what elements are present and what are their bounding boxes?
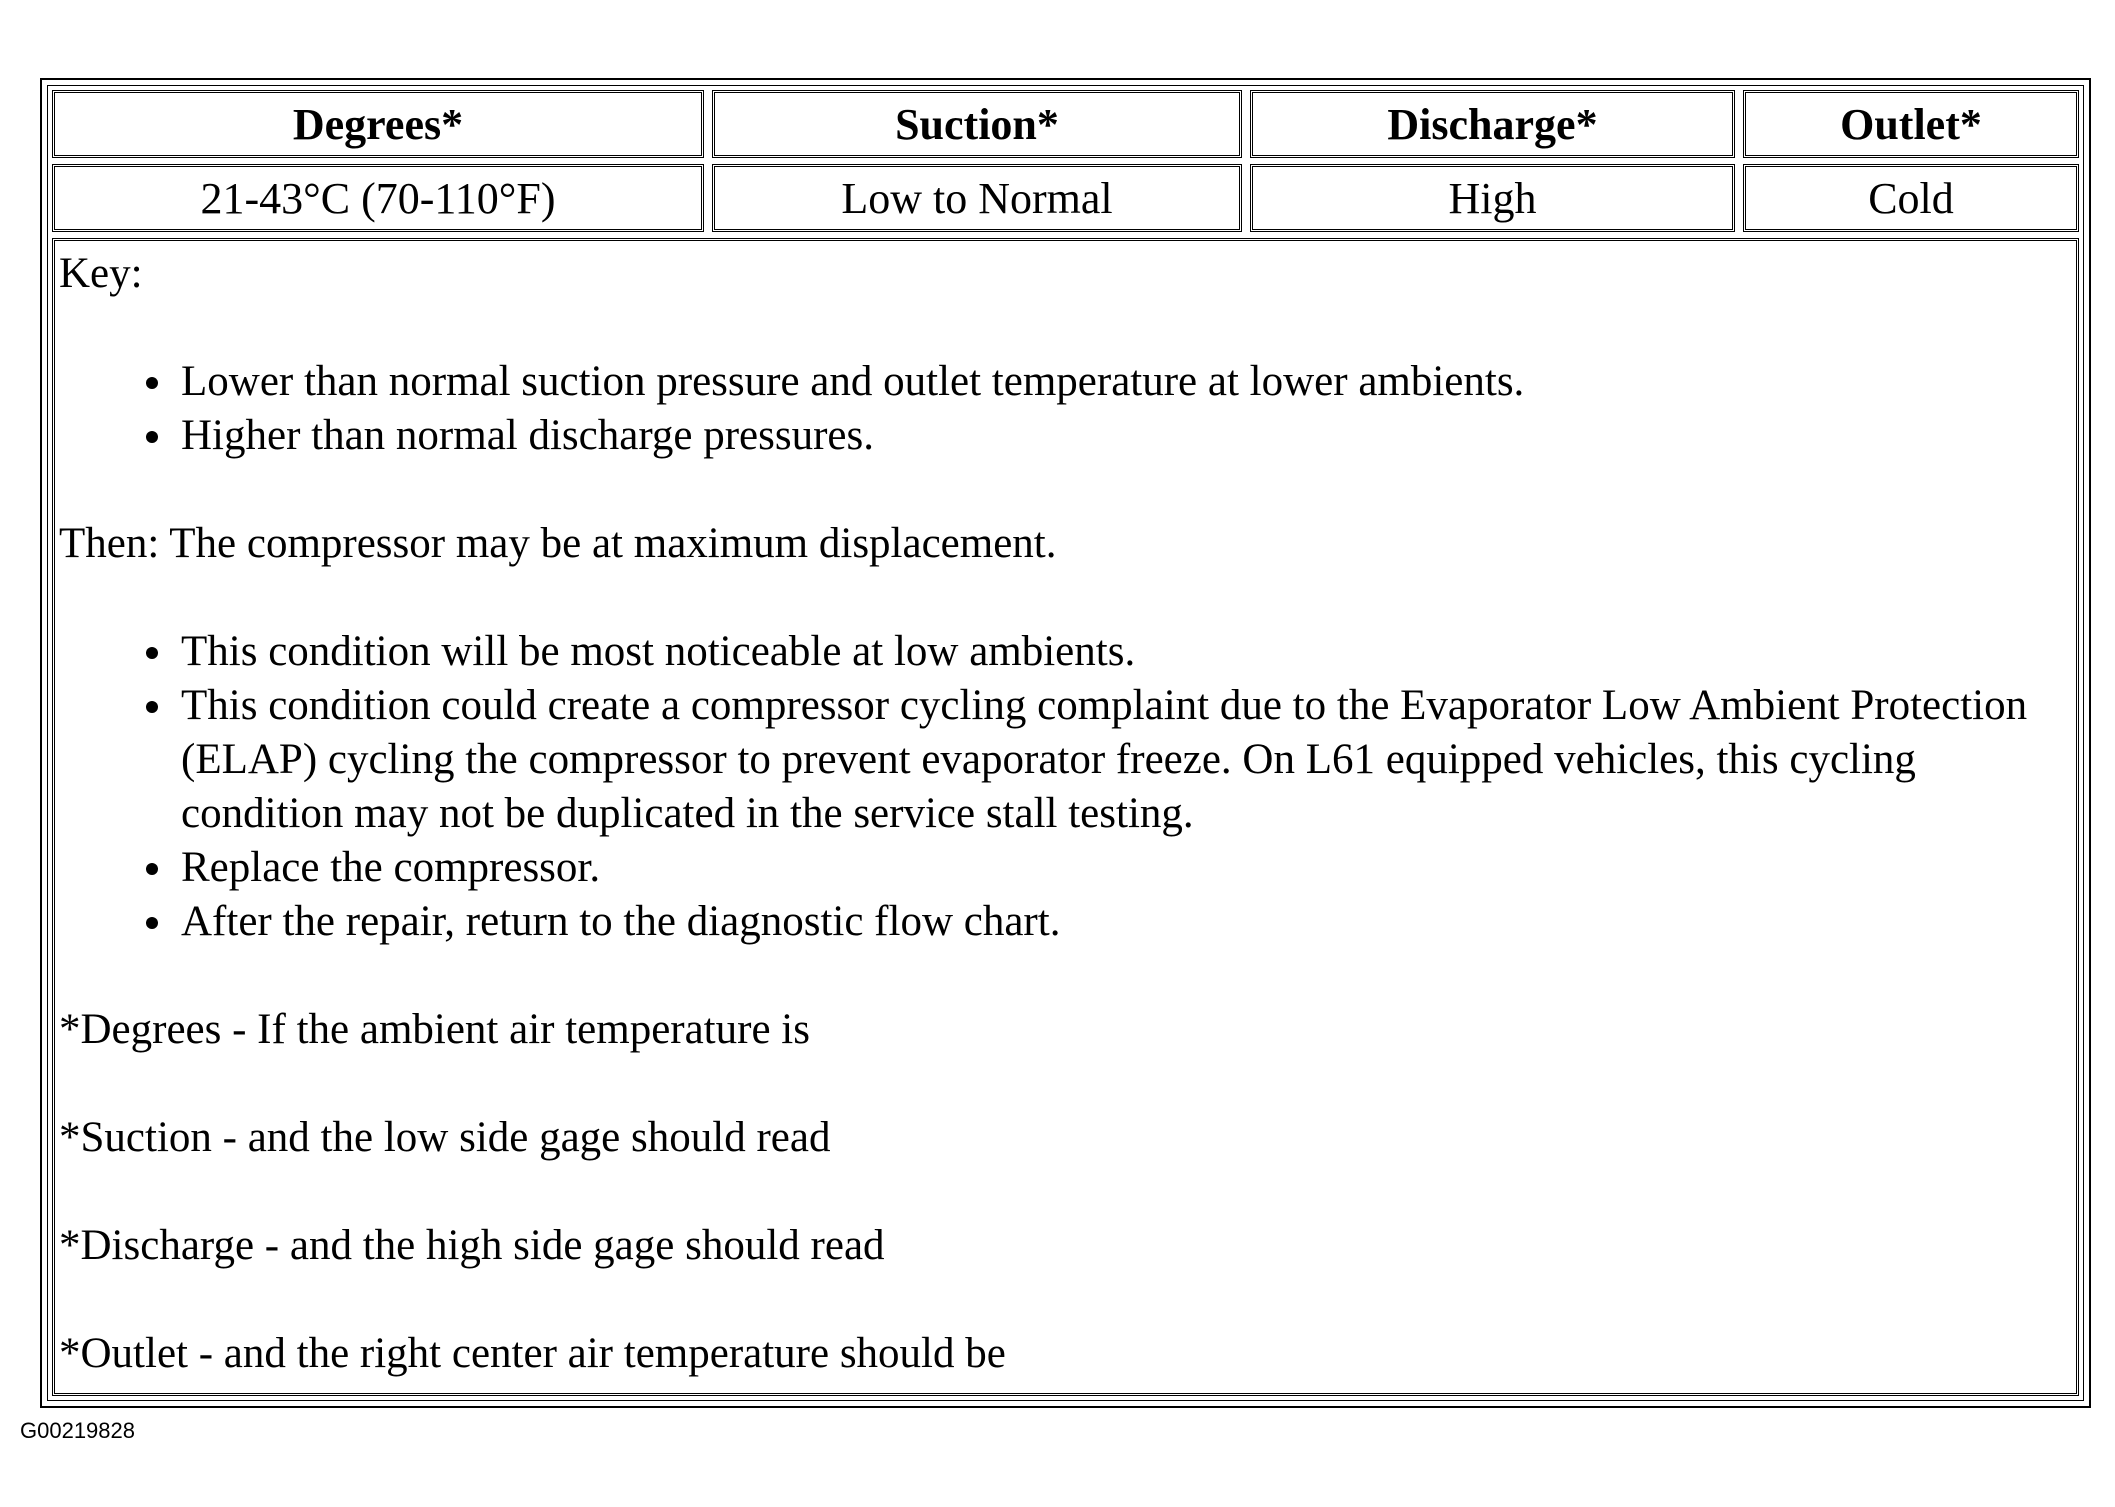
table-header-row [52, 90, 2079, 158]
footnote-outlet: *Outlet - and the right center air temperature should be [59, 1330, 1006, 1377]
key-label: Key: [59, 250, 143, 297]
table-frame [47, 85, 2084, 1401]
list-item: • Replace the compressor. [177, 841, 2068, 895]
header-suction: Suction* [712, 90, 1242, 158]
key-list [59, 355, 2068, 463]
list-item: • This condition will be most noticeable at low ambients. [177, 625, 2068, 679]
footnote-discharge: *Discharge - and the high side gage should read [59, 1222, 885, 1269]
footnote-degrees: *Degrees - If the ambient air temperature is [59, 1006, 810, 1053]
then-list [59, 625, 2068, 949]
list-item: • This condition could create a compressor cycling complaint due to the Evaporator Low Ambient Protection (ELAP) cycling the compressor to prevent evaporator freeze. On L61 equipped vehicles, this cycling condition may not be duplicated in the service stall testing. [177, 679, 2068, 841]
cell-suction: Low to Normal [712, 164, 1242, 232]
table-row [52, 164, 2079, 232]
list-item: • Higher than normal discharge pressures. [177, 409, 2068, 463]
then-text: Then: The compressor may be at maximum displacement. [59, 520, 1057, 567]
cell-outlet: Cold [1743, 164, 2079, 232]
header-outlet: Outlet* [1743, 90, 2079, 158]
cell-degrees: 21-43°C (70-110°F) [52, 164, 704, 232]
list-item: • After the repair, return to the diagnostic flow chart. [177, 895, 2068, 949]
diagnostic-table [40, 78, 2091, 1408]
cell-discharge: High [1250, 164, 1735, 232]
figure-code: G00219828 [20, 1418, 135, 1443]
header-degrees: Degrees* [52, 90, 704, 158]
header-discharge: Discharge* [1250, 90, 1735, 158]
footnote-suction: *Suction - and the low side gage should read [59, 1114, 831, 1161]
list-item: • Lower than normal suction pressure and outlet temperature at lower ambients. [177, 355, 2068, 409]
notes-cell [52, 238, 2079, 1396]
